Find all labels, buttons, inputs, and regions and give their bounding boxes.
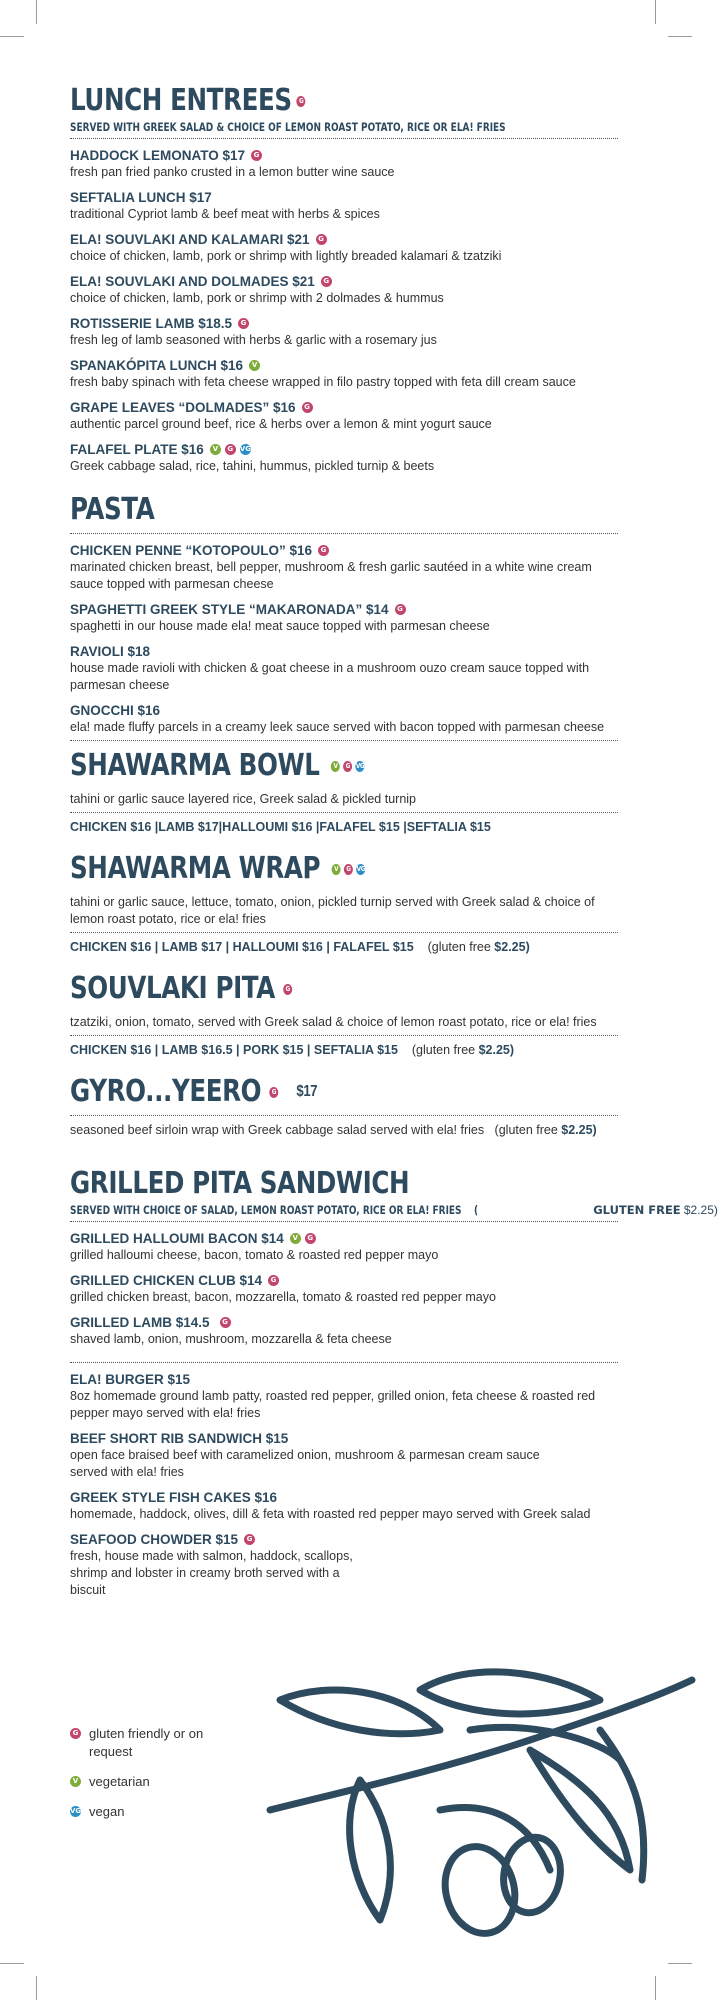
item-description: choice of chicken, lamb, pork or shrimp with lightly breaded kalamari & tzatziki	[70, 249, 502, 263]
gluten-free-icon: G	[238, 318, 249, 329]
vegetarian-icon: V	[332, 864, 341, 875]
menu-item	[70, 189, 618, 223]
dotted-divider	[70, 1035, 618, 1036]
gluten-free-price: $2.25)	[478, 1043, 515, 1057]
price-list	[70, 1042, 618, 1059]
item-description: open face braised beef with caramelized onion, mushroom & parmesan cream sauce served with ela! fries	[70, 1448, 540, 1479]
item-description: fresh pan fried panko crusted in a lemon butter wine sauce	[70, 165, 395, 179]
dietary-legend	[70, 1725, 209, 1833]
item-description: spaghetti in our house made ela! meat sauce topped with parmesan cheese	[70, 619, 490, 633]
vegan-icon: VG	[239, 445, 251, 453]
gluten-free-icon: G	[395, 604, 406, 615]
item-name: SEAFOOD CHOWDER $15	[70, 1532, 239, 1547]
dotted-divider	[70, 1362, 618, 1363]
item-name: GREEK STYLE FISH CAKES $16	[70, 1490, 278, 1505]
dotted-divider	[70, 932, 618, 933]
dotted-divider	[70, 1221, 618, 1222]
gluten-free-price: $2.25)	[561, 1123, 597, 1137]
menu-item	[70, 1314, 618, 1348]
gluten-free-icon: G	[305, 1233, 316, 1244]
item-name: SEFTALIA LUNCH $17	[70, 190, 212, 205]
section-description: tahini or garlic sauce layered rice, Greek salad & pickled turnip	[70, 792, 417, 806]
price-values: CHICKEN $16 | LAMB $17 | HALLOUMI $16 | FALAFEL $15	[70, 940, 414, 954]
section-shawarma-bowl	[70, 747, 618, 836]
vegan-icon: VG	[70, 1807, 82, 1815]
menu-item	[70, 643, 618, 694]
item-description: fresh, house made with salmon, haddock, scallops, shrimp and lobster in creamy broth served with a biscuit	[70, 1549, 353, 1597]
item-name: ROTISSERIE LAMB $18.5	[70, 316, 233, 331]
price-list	[70, 939, 618, 956]
item-name: SPANAKÓPITA LUNCH $16	[70, 358, 244, 373]
legend-gluten-free	[70, 1725, 209, 1761]
gluten-free-note: (gluten free	[411, 1043, 479, 1057]
item-description: 8oz homemade ground lamb patty, roasted red pepper, grilled onion, feta cheese & roasted red pepper mayo served with ela! fries	[70, 1389, 596, 1420]
vegetarian-icon: V	[331, 761, 340, 772]
gluten-free-icon: G	[70, 1728, 81, 1739]
gluten-free-price: $2.25)	[494, 940, 530, 954]
menu-item	[70, 231, 618, 265]
item-name: FALAFEL PLATE $16	[70, 442, 204, 457]
section-title	[70, 850, 519, 888]
dotted-divider	[70, 533, 618, 534]
item-name: GRILLED LAMB $14.5	[70, 1315, 210, 1330]
menu-item	[70, 542, 618, 593]
item-description: choice of chicken, lamb, pork or shrimp with 2 dolmades & hummus	[70, 291, 444, 305]
section-subtitle	[70, 1203, 478, 1217]
legend-label: vegetarian	[89, 1774, 150, 1789]
item-description: shaved lamb, onion, mushroom, mozzarella & feta cheese	[70, 1332, 392, 1346]
gluten-free-surcharge	[593, 1203, 718, 1217]
crop-mark	[668, 1963, 692, 1964]
section-description: tzatziki, onion, tomato, served with Greek salad & choice of lemon roast potato, rice or ela! fries	[70, 1015, 597, 1029]
menu-item	[70, 1489, 618, 1523]
vegetarian-icon: V	[290, 1233, 301, 1244]
lunch-title: LUNCH ENTREES	[70, 83, 292, 118]
vegetarian-icon: V	[210, 444, 221, 455]
menu-item	[70, 601, 618, 635]
item-name: GRAPE LEAVES “DOLMADES” $16	[70, 400, 296, 415]
item-description: grilled chicken breast, bacon, mozzarella, tomato & roasted red pepper mayo	[70, 1290, 496, 1304]
item-name: HADDOCK LEMONATO $17	[70, 148, 246, 163]
menu-item	[70, 1272, 618, 1306]
item-description: grilled halloumi cheese, bacon, tomato & roasted red pepper mayo	[70, 1248, 439, 1262]
wrap-title: SHAWARMA WRAP	[70, 851, 321, 886]
gluten-free-label: GLUTEN FREE	[593, 1203, 681, 1217]
vegetarian-icon: V	[249, 360, 260, 371]
grilled-subtitle: SERVED WITH CHOICE OF SALAD, LEMON ROAST POTATO, RICE OR ELA! FRIES	[70, 1203, 462, 1217]
gluten-free-note: (gluten free	[494, 1123, 562, 1137]
section-description: tahini or garlic sauce, lettuce, tomato, onion, pickled turnip served with Greek salad & choice of lemon roast potato, rice or ela! fries	[70, 895, 595, 926]
section-title	[70, 970, 519, 1008]
gyro-title: GYRO...YEERO	[70, 1074, 262, 1109]
item-description: house made ravioli with chicken & goat cheese in a mushroom ouzo cream sauce topped with parmesan cheese	[70, 661, 590, 692]
menu-item	[70, 357, 618, 391]
menu-item	[70, 399, 618, 433]
item-description: Greek cabbage salad, rice, tahini, hummus, pickled turnip & beets	[70, 459, 435, 473]
section-title	[70, 1073, 519, 1111]
gluten-free-icon: G	[318, 545, 329, 556]
item-name: CHICKEN PENNE “KOTOPOULO” $16	[70, 543, 313, 558]
gluten-free-icon: G	[268, 1275, 279, 1286]
bowl-title: SHAWARMA BOWL	[70, 748, 320, 783]
legend-label: vegan	[89, 1804, 125, 1819]
section-title: GRILLED PITA SANDWICH	[70, 1166, 410, 1201]
section-lunch-entrees	[70, 82, 618, 475]
menu-item	[70, 315, 618, 349]
gluten-free-icon: G	[302, 402, 313, 413]
item-description: marinated chicken breast, bell pepper, mushroom & fresh garlic sautéed in a white wine cream sauce topped with parmesan cheese	[70, 560, 592, 591]
vegan-icon: VG	[356, 864, 365, 873]
crop-mark	[655, 0, 656, 24]
crop-mark	[36, 0, 37, 24]
gluten-free-icon: G	[220, 1317, 231, 1328]
item-description: fresh baby spinach with feta cheese wrapped in filo pastry topped with feta dill cream sauce	[70, 375, 576, 389]
section-title	[70, 82, 519, 120]
gluten-free-icon: G	[283, 984, 292, 995]
dotted-divider	[70, 740, 618, 741]
item-name: GRILLED CHICKEN CLUB $14	[70, 1273, 263, 1288]
crop-mark	[655, 1976, 656, 2000]
gluten-free-note: (gluten free	[427, 940, 495, 954]
crop-mark	[0, 36, 24, 37]
subtitle-bracket: (	[474, 1203, 479, 1217]
item-description: authentic parcel ground beef, rice & herbs over a lemon & mint yogurt sauce	[70, 417, 492, 431]
menu-item	[70, 1371, 618, 1422]
item-description: traditional Cypriot lamb & beef meat with herbs & spices	[70, 207, 380, 221]
price-list: CHICKEN $16 |LAMB $17|HALLOUMI $16 |FALAFEL $15 |SEFTALIA $15	[70, 820, 491, 834]
menu-item	[70, 147, 618, 181]
item-description: homemade, haddock, olives, dill & feta with roasted red pepper mayo served with Greek salad	[70, 1507, 591, 1521]
menu-item	[70, 441, 618, 475]
section-souvlaki-pita	[70, 970, 618, 1059]
item-name: GNOCCHI $16	[70, 703, 161, 718]
gluten-free-icon: G	[225, 444, 236, 455]
gluten-free-icon: G	[321, 276, 332, 287]
gluten-free-icon: G	[316, 234, 327, 245]
price-values: CHICKEN $16 | LAMB $16.5 | PORK $15 | SEFTALIA $15	[70, 1043, 398, 1057]
olive-branch-icon	[270, 1660, 692, 1960]
crop-mark	[668, 36, 692, 37]
section-title	[70, 747, 519, 785]
dotted-divider	[70, 1115, 618, 1116]
gluten-free-icon: G	[251, 150, 262, 161]
gluten-free-icon: G	[343, 761, 352, 772]
menu-page	[70, 82, 718, 1599]
dotted-divider	[70, 812, 618, 813]
item-name: ELA! BURGER $15	[70, 1372, 191, 1387]
gyro-description: seasoned beef sirloin wrap with Greek cabbage salad served with ela! fries	[70, 1123, 485, 1137]
item-name: GRILLED HALLOUMI BACON $14	[70, 1231, 284, 1246]
vegetarian-icon: V	[70, 1776, 81, 1787]
menu-item	[70, 1430, 618, 1481]
vegan-icon: VG	[355, 761, 365, 770]
section-gyro	[70, 1073, 618, 1139]
crop-mark	[36, 1976, 37, 2000]
menu-item	[70, 1531, 618, 1599]
item-name: ELA! SOUVLAKI AND KALAMARI $21	[70, 232, 310, 247]
item-name: RAVIOLI $18	[70, 644, 151, 659]
gluten-free-icon: G	[297, 96, 306, 107]
section-description	[70, 1122, 618, 1139]
gyro-price: $17	[296, 1083, 318, 1100]
section-grilled-pita	[70, 1165, 718, 1363]
section-other-items	[70, 1371, 618, 1599]
menu-item	[70, 273, 618, 307]
legend-vegan	[70, 1803, 209, 1821]
dotted-divider	[70, 138, 618, 139]
gluten-free-icon: G	[344, 864, 353, 875]
gluten-free-icon: G	[269, 1087, 278, 1098]
legend-label: gluten friendly or on request	[89, 1726, 204, 1759]
crop-mark	[0, 1963, 24, 1964]
item-name: SPAGHETTI GREEK STYLE “MAKARONADA” $14	[70, 602, 389, 617]
menu-item	[70, 1230, 618, 1264]
gluten-free-price: $2.25)	[683, 1203, 718, 1217]
section-shawarma-wrap	[70, 850, 618, 956]
item-description: fresh leg of lamb seasoned with herbs & garlic with a rosemary jus	[70, 333, 437, 347]
item-name: ELA! SOUVLAKI AND DOLMADES $21	[70, 274, 315, 289]
gluten-free-icon: G	[244, 1534, 255, 1545]
item-description: ela! made fluffy parcels in a creamy leek sauce served with bacon topped with parmesan cheese	[70, 720, 605, 734]
menu-item	[70, 702, 618, 736]
section-subtitle: SERVED WITH GREEK SALAD & CHOICE OF LEMON ROAST POTATO, RICE OR ELA! FRIES	[70, 120, 506, 134]
souvlaki-title: SOUVLAKI PITA	[70, 971, 275, 1006]
section-pasta	[70, 491, 618, 741]
legend-vegetarian	[70, 1773, 209, 1791]
section-title: PASTA	[70, 492, 155, 527]
item-name: BEEF SHORT RIB SANDWICH $15	[70, 1431, 289, 1446]
